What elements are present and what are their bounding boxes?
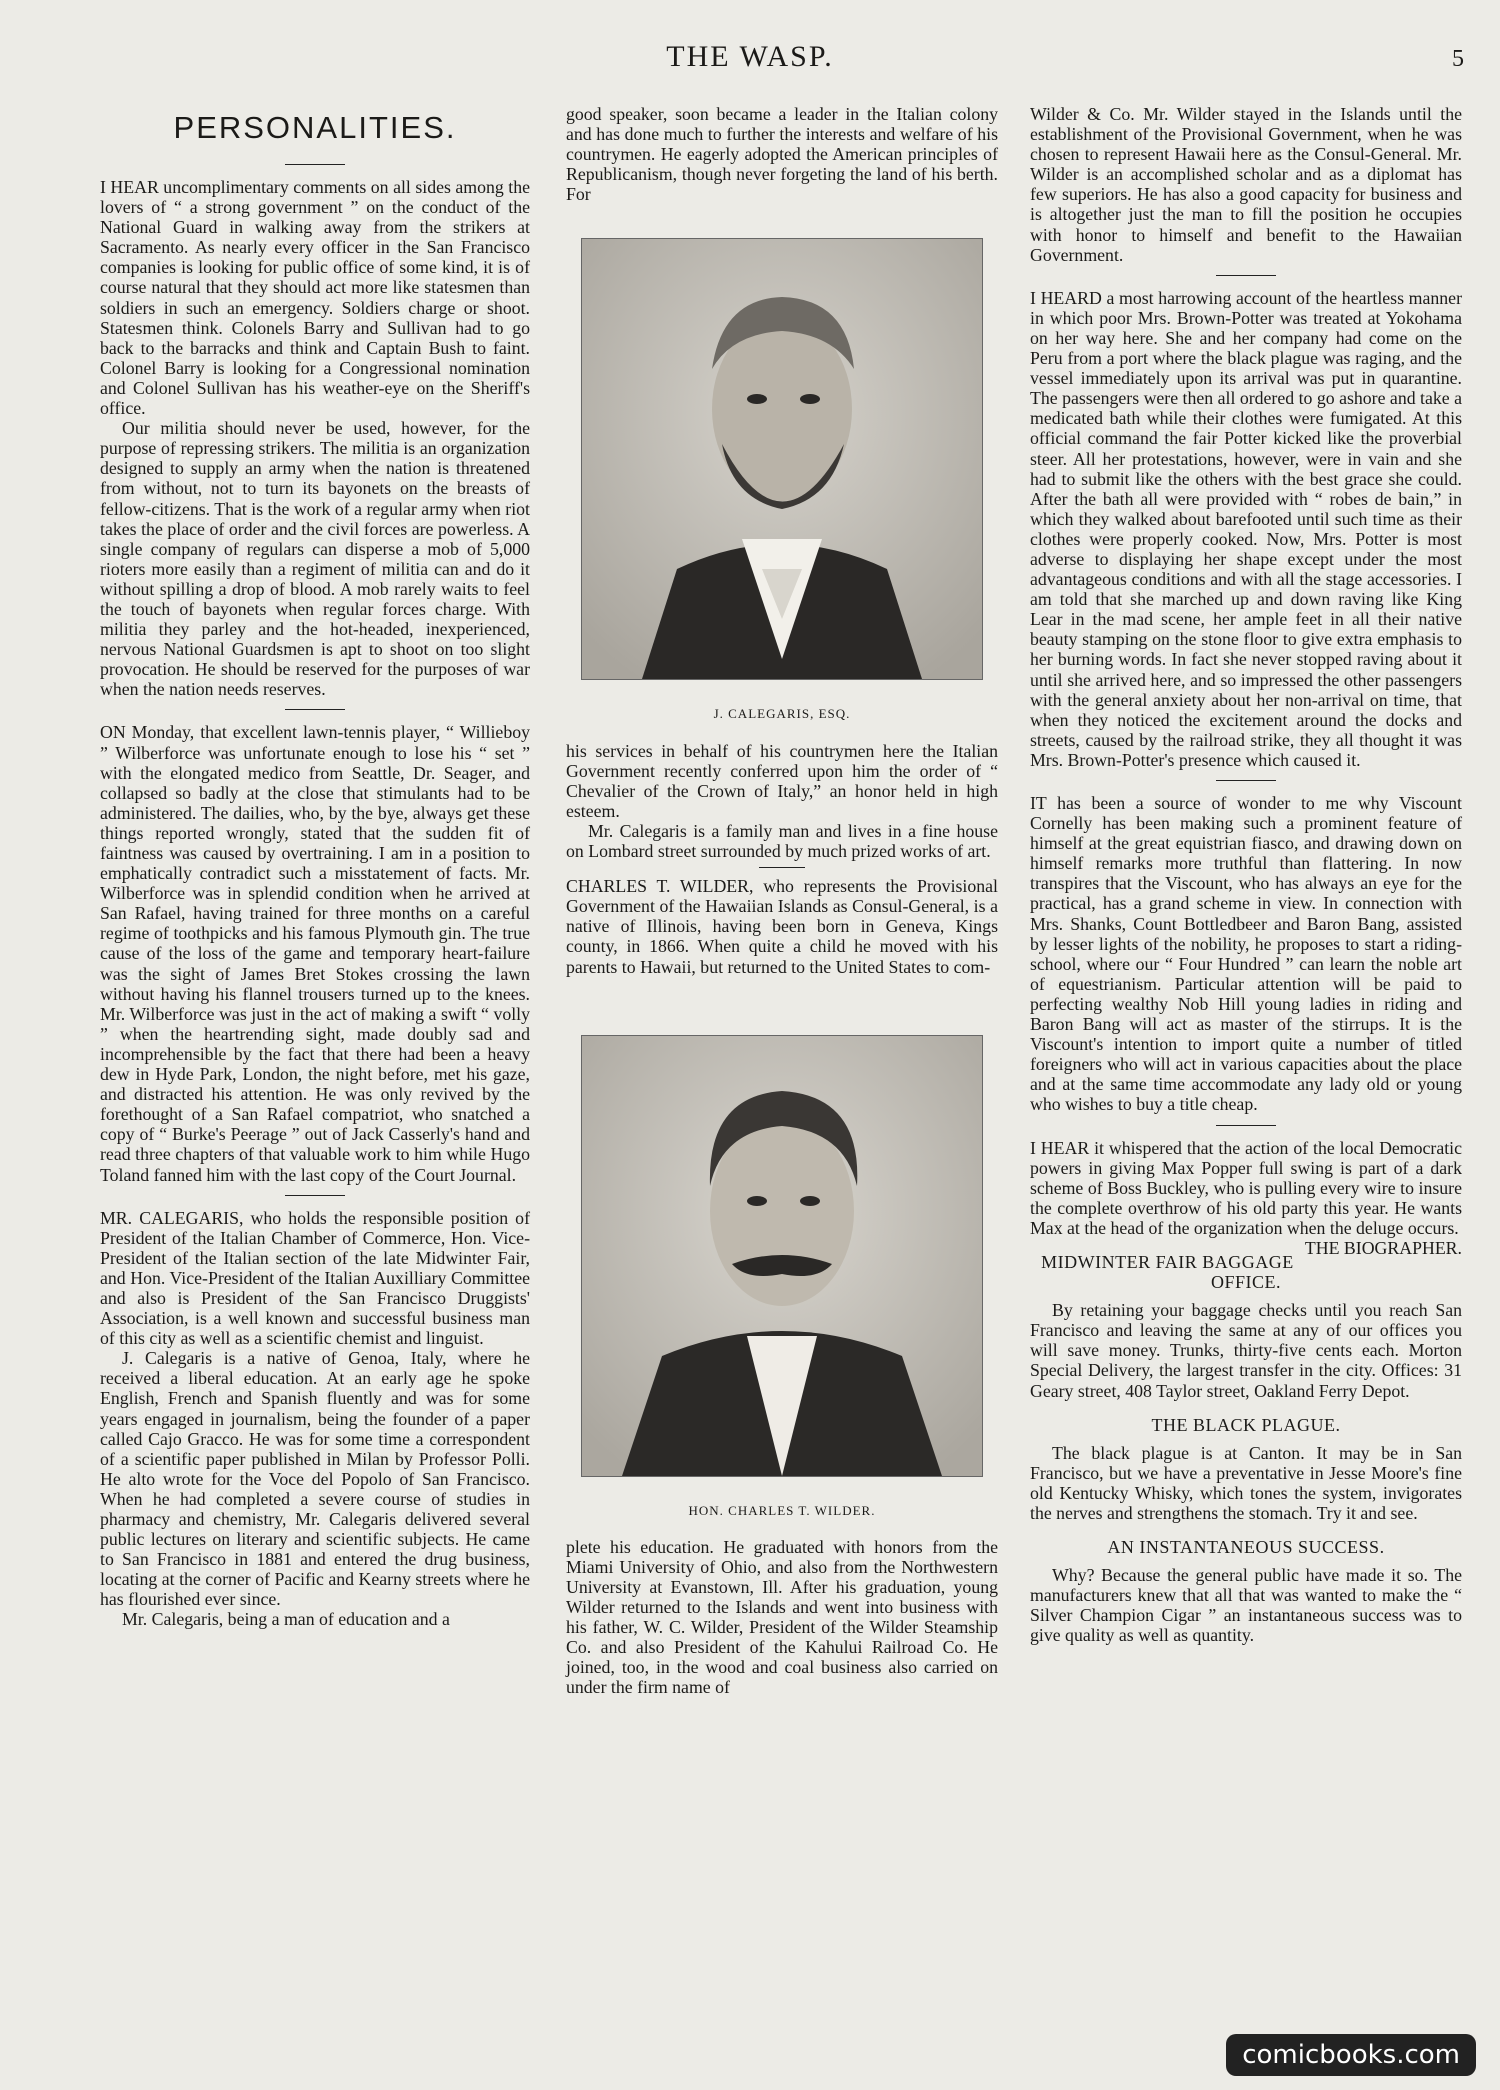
article-paragraph: good speaker, soon became a leader in the Italian colony and has done much to further the interests and welfare of his countrymen. He eagerly adopted the American principles of Republicanism, though never forgeting the land of his berth. For: [566, 104, 998, 205]
signature: THE BIOGRAPHER.: [1304, 1237, 1462, 1258]
portrait-photo-calegaris: [581, 238, 983, 680]
divider: [1216, 275, 1276, 276]
portrait-photo-wilder: [581, 1035, 983, 1477]
article-paragraph: ON Monday, that excellent lawn-tennis player, “ Willieboy ” Wilberforce was unfortunate enough to lose his “ set ” with the elongated medico from Seattle, Dr. Seager, and collapsed so badly at the close that stimulants had to be administered. The dailies, who, by the bye, always get these things reported wrongly, stated that the sudden fit of faintness was caused by overtraining. I am in a position to emphatically contradict such a misstatement of facts. Mr. Wilberforce was in splendid condition when he arrived at San Rafael, having trained for three months on a careful regime of toothpicks and his famous Plymouth gin. The true cause of the loss of the game and temporary heart-failure was the sight of James Bret Stokes crossing the lawn without having his flannel trousers turned up to the knees. Mr. Wilberforce was just in the act of making a swift “ volly ” when the heartrending sight, made doubly sad and incomprehensible by the fact that there had been a heavy dew in Hyde Park, London, the night before, met his gaze, and distracted his attention. He was only revived by the forethought of a San Rafael compatriot, who snatched a copy of “ Burke's Peerage ” out of Jack Casserly's hand and read three chapters of that valuable work to him while Hugo Toland fanned him with the last copy of the Court Journal.: [100, 722, 530, 1185]
ad-title: AN INSTANTANEOUS SUCCESS.: [1107, 1537, 1385, 1558]
page-number: 5: [1452, 46, 1464, 72]
article-paragraph: Mr. Calegaris is a family man and lives in a fine house on Lombard street surrounded by much prized works of art.: [566, 820, 998, 862]
divider: [285, 1195, 345, 1196]
photo-caption: J. CALEGARIS, ESQ.: [713, 706, 851, 722]
divider: [759, 867, 805, 868]
article-paragraph: I HEAR uncomplimentary comments on all sides among the lovers of “ a strong government ” on the conduct of the National Guard in walking away from the strikers at Sacramento. As nearly every officer in the San Francisco companies is looking for public office of some kind, it is of course natural that they should act more like statesmen than soldiers in such an emergency. Soldiers charge or shoot. Statesmen think. Colonels Barry and Sullivan had to go back to the barracks and think and Captain Bush to faint. Colonel Barry is looking for a Congressional nomination and Colonel Sullivan has his weather-eye on the Sheriff's office.: [100, 177, 530, 419]
article-paragraph: J. Calegaris is a native of Genoa, Italy, where he received a liberal education. At an early age he spoke English, French and Spanish fluently and was for some years engaged in journalism, being the founder of a paper called Cajo Gracco. He was for some time a correspondent of a scientific paper published in Milan by Professor Polli. He alto wrote for the Voce del Popolo of San Francisco. When he had completed a severe course of studies in pharmacy and chemistry, Mr. Calegaris delivered several public lectures on literary and scientific subjects. He came to San Francisco in 1881 and entered the drug business, locating at the corner of Pacific and Kearny streets where he has flourished ever since.: [100, 1348, 530, 1610]
article-paragraph: Mr. Calegaris, being a man of education and a: [122, 1609, 450, 1630]
photo-caption: HON. CHARLES T. WILDER.: [688, 1502, 876, 1518]
section-title: PERSONALITIES.: [173, 110, 457, 145]
article-paragraph: Our militia should never be used, however, for the purpose of repressing strikers. The militia is an organization designed to supply an army when the nation is threatened from without, not to turn its bayonets on the breasts of fellow-citizens. That is the work of a regular army when riot takes the place of order and the civil forces are powerless. A single company of regulars can disperse a mob of 5,000 rioters more easily than a regiment of militia can and do it without spilling a drop of blood. A mob rarely waits to feel the touch of bayonets when regular forces charge. With militia they parley and the hot-headed, inexperienced, nervous National Guardsmen is apt to shoot on too slight provocation. He should be reserved for the purposes of war when the nation needs reserves.: [100, 418, 530, 700]
left-column: [100, 104, 530, 1630]
article-paragraph: Wilder & Co. Mr. Wilder stayed in the Islands until the establishment of the Provisional Government, when he was chosen to represent Hawaii here as the Consul-General. Mr. Wilder is an accomplished scholar and as a diplomat has few superiors. He has also a good capacity for business and is altogether just the man to fill the position he occupies with honor to himself and benefit to the Hawaiian Government.: [1030, 104, 1462, 265]
article-paragraph: [1030, 1137, 1462, 1258]
divider: [1216, 780, 1276, 781]
article-paragraph: IT has been a source of wonder to me why Viscount Cornelly has been making such a prominent feature of himself at the great equistrian fiasco, and drawing down on himself remarks more truthful than flattering. In now transpires that the Viscount, who has always an eye for the practical, has a grand scheme in view. In connection with Mrs. Shanks, Count Bottledbeer and Baron Bang, assisted by lesser lights of the nobility, he proposes to start a riding-school, where our “ Four Hundred ” can learn the noble art of equestrianism. Particular attention will be paid to perfecting wealthy Nob Hill young ladies in riding and Baron Bang will act as master of the stirrups. It is the Viscount's intention to import quite a number of titled foreigners who will act in various capacities about the place and at the same time accommodate any lady old or young who wishes to buy a title cheap.: [1030, 793, 1462, 1115]
portrait-illustration: [582, 1036, 982, 1476]
article-paragraph: I HEARD a most harrowing account of the heartless manner in which poor Mrs. Brown-Potter was treated at Yokohama on her way here. She and her company had come on the Peru from a port where the black plague was raging, and the vessel immediately upon its arrival was put in quarantine. The passengers were then all ordered to go ashore and take a medicated bath while their clothes were fumigated. At this official command the fair Potter kicked like the proverbial steer. All her protestations, however, were in vain and she had to submit like the others with the best grace she could. After the bath all were provided with “ robes de bain,” in which they walked about barefooted until such time as their clothes were properly cooked. Now, Mrs. Potter is most adverse to displaying her shape except under the most advantageous conditions and with all the stage accessories. I am told that she marched up and down raving like King Lear in the mad scene, her ample feet in all their native beauty stamping on the stone floor to give extra emphasis to her burning words. In fact she never stopped raving about it until she arrived here, and so impressed the other passengers with the general anxiety about her non-arrival on time, that when they noticed the excitement around the docks and streets, caused by the railroad strike, they all thought it was Mrs. Brown-Potter's presence which caused it.: [1030, 287, 1463, 770]
article-paragraph: MR. CALEGARIS, who holds the responsible position of President of the Italian Chamber of Commerce, Hon. Vice-President of the Italian section of the late Midwinter Fair, and Hon. Vice-President of the Italian Auxilliary Committee and also is President of the San Francisco Druggists' Association, is a well known and successful business man of this city as well as a scientific chemist and linguist.: [100, 1207, 530, 1349]
right-column: [1030, 104, 1462, 1646]
portrait-illustration: [582, 239, 982, 679]
ad-text: By retaining your baggage checks until you reach San Francisco and leaving the same at any of our offices you will save money. Trunks, thirty-five cents each. Morton Special Delivery, the largest transfer in the city. Offices: 31 Geary street, 408 Taylor street, Oakland Ferry Depot.: [1030, 1300, 1462, 1401]
middle-column: [566, 104, 998, 1697]
divider: [1216, 1125, 1276, 1126]
ad-title: THE BLACK PLAGUE.: [1151, 1414, 1341, 1435]
article-paragraph: plete his education. He graduated with honors from the Miami University of Ohio, and also from the Northwestern University at Evanstown, Ill. After his graduation, young Wilder returned to the Islands and went into business with his father, W. C. Wilder, President of the Wilder Steamship Co. and also President of the Kahului Railroad Co. He joined, too, in the wood and coal business also carried on under the firm name of: [566, 1536, 998, 1698]
ad-title: MIDWINTER FAIR BAGGAGE OFFICE.: [1041, 1251, 1294, 1293]
divider: [285, 709, 345, 710]
divider: [285, 164, 345, 165]
ad-text: Why? Because the general public have made it so. The manufacturers knew that all that was wanted to make the “ Silver Champion Cigar ” an instantaneous success was to give quality as well as quantity.: [1030, 1565, 1462, 1646]
ad-text: The black plague is at Canton. It may be in San Francisco, but we have a preventative in Jesse Moore's fine old Kentucky Whisky, which tones the system, invigorates the nerves and strengthens the stomach. Try it and see.: [1030, 1442, 1462, 1523]
article-paragraph: his services in behalf of his countrymen here the Italian Government recently conferred upon him the order of “ Chevalier of the Crown of Italy,” an honor held in high esteem.: [566, 740, 998, 821]
masthead: [0, 40, 1500, 80]
paragraph-text: I HEAR it whispered that the action of the local Democratic powers in giving Max Popper full swing is part of a dark scheme of Boss Buckley, who is pulling every wire to insure the complete overthrow of his old party this year. He wants Max at the head of the organization when the deluge occurs.: [1030, 1137, 1462, 1238]
article-paragraph: CHARLES T. WILDER, who represents the Provisional Government of the Hawaiian Islands as Consul-General, is a native of Illinois, having been born in Geneva, Kings county, in 1866. When quite a child he moved with his parents to Hawaii, but returned to the United States to com-: [566, 876, 998, 977]
site-watermark: comicbooks.com: [1226, 2034, 1476, 2076]
publication-title: THE WASP.: [666, 40, 834, 73]
